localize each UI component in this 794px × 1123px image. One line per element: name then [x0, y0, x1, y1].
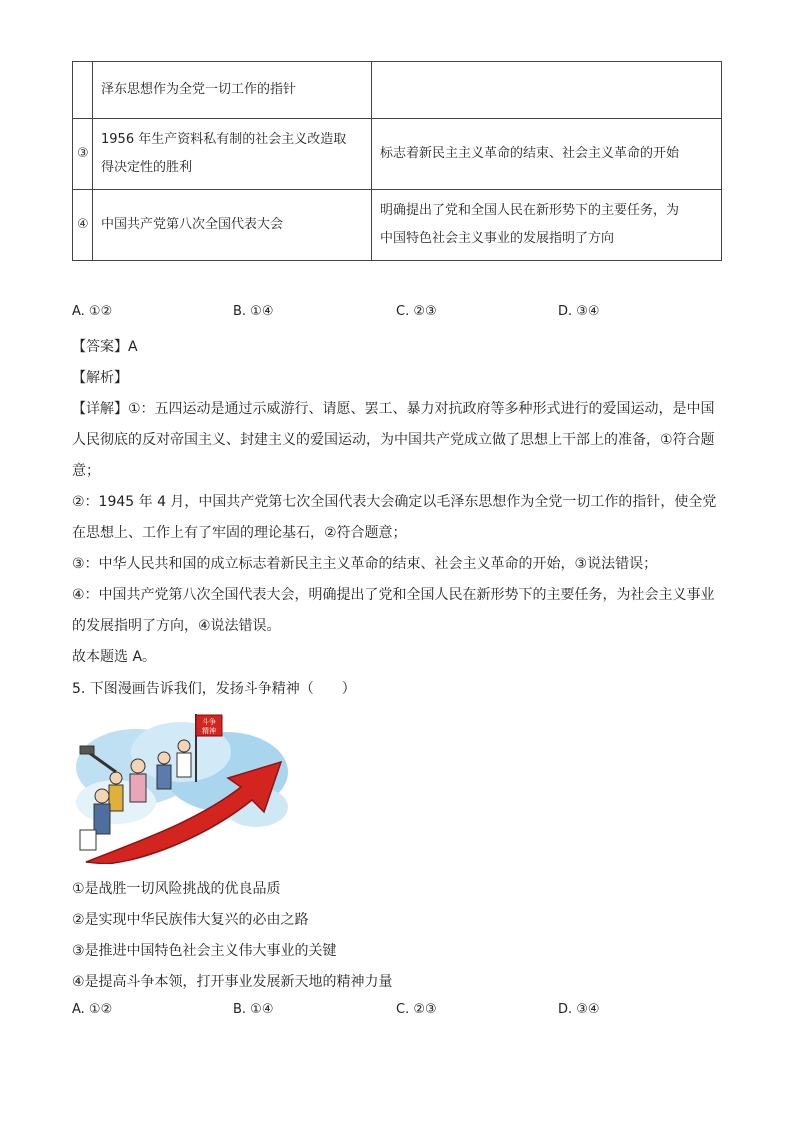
option-c: C. ②③ [396, 304, 437, 319]
event-line: 得决定性的胜利 [101, 160, 193, 175]
svg-text:精神: 精神 [202, 727, 216, 735]
question-5-stem: 5. 下图漫画告诉我们，发扬斗争精神（ ） [72, 681, 356, 697]
detail-line: 故本题选 A。 [72, 649, 157, 665]
statement-4: ④是提高斗争本领，打开事业发展新天地的精神力量 [72, 974, 393, 990]
analysis-title: 【解析】 [72, 370, 128, 386]
detail-line: ③：中华人民共和国的成立标志着新民主主义革命的结束、社会主义革命的开始，③说法错误； [72, 556, 658, 572]
statement-3: ③是推进中国特色社会主义伟大事业的关键 [72, 943, 337, 959]
meaning-cell [372, 190, 722, 261]
table-row [73, 62, 722, 119]
svg-text:斗争: 斗争 [202, 718, 216, 726]
q5-options [72, 1002, 712, 1022]
event-cell [93, 119, 372, 190]
detail-line: ④：中国共产党第八次全国代表大会，明确提出了党和全国人民在新形势下的主要任务，为社会主义事业 [72, 587, 715, 603]
answer: 【答案】A [72, 339, 138, 355]
row-number: ③ [73, 119, 93, 190]
detail-line: 人民彻底的反对帝国主义、封建主义的爱国运动，为中国共产党成立做了思想上干部上的准备，①符合题 [72, 432, 715, 448]
q4-options [72, 304, 712, 324]
event-meaning-table [72, 61, 722, 261]
event-cell: 中国共产党第八次全国代表大会 [93, 190, 372, 261]
meaning-cell [372, 62, 722, 119]
option-c: C. ②③ [396, 1002, 437, 1017]
event-line: 1956 年生产资料私有制的社会主义改造取 [101, 132, 347, 147]
statement-2: ②是实现中华民族伟大复兴的必由之路 [72, 912, 309, 928]
option-a: A. ①② [72, 1002, 113, 1017]
row-number: ④ [73, 190, 93, 261]
meaning-line: 明确提出了党和全国人民在新形势下的主要任务，为 [380, 203, 680, 218]
table-row [73, 119, 722, 190]
detail-line: 的发展指明了方向，④说法错误。 [72, 618, 281, 634]
table-row [73, 190, 722, 261]
detail-line: 【详解】①：五四运动是通过示威游行、请愿、罢工、暴力对抗政府等多种形式进行的爱国运动，是中国 [72, 401, 715, 417]
option-b: B. ①④ [233, 304, 274, 319]
option-d: D. ③④ [558, 304, 600, 319]
option-b: B. ①④ [233, 1002, 274, 1017]
option-d: D. ③④ [558, 1002, 600, 1017]
row-number [73, 62, 93, 119]
event-cell: 泽东思想作为全党一切工作的指针 [93, 62, 372, 119]
meaning-cell: 标志着新民主主义革命的结束、社会主义革命的开始 [372, 119, 722, 190]
detail-line: 在思想上、工作上有了牢固的理论基石，②符合题意； [72, 525, 407, 541]
option-a: A. ①② [72, 304, 113, 319]
detail-line: ②：1945 年 4 月，中国共产党第七次全国代表大会确定以毛泽东思想作为全党一切工作的指针，使全党 [72, 494, 717, 510]
statement-1: ①是战胜一切风险挑战的优良品质 [72, 881, 281, 897]
cartoon-image [76, 712, 288, 864]
detail-line: 意； [72, 463, 100, 479]
meaning-line: 中国特色社会主义事业的发展指明了方向 [380, 231, 615, 246]
